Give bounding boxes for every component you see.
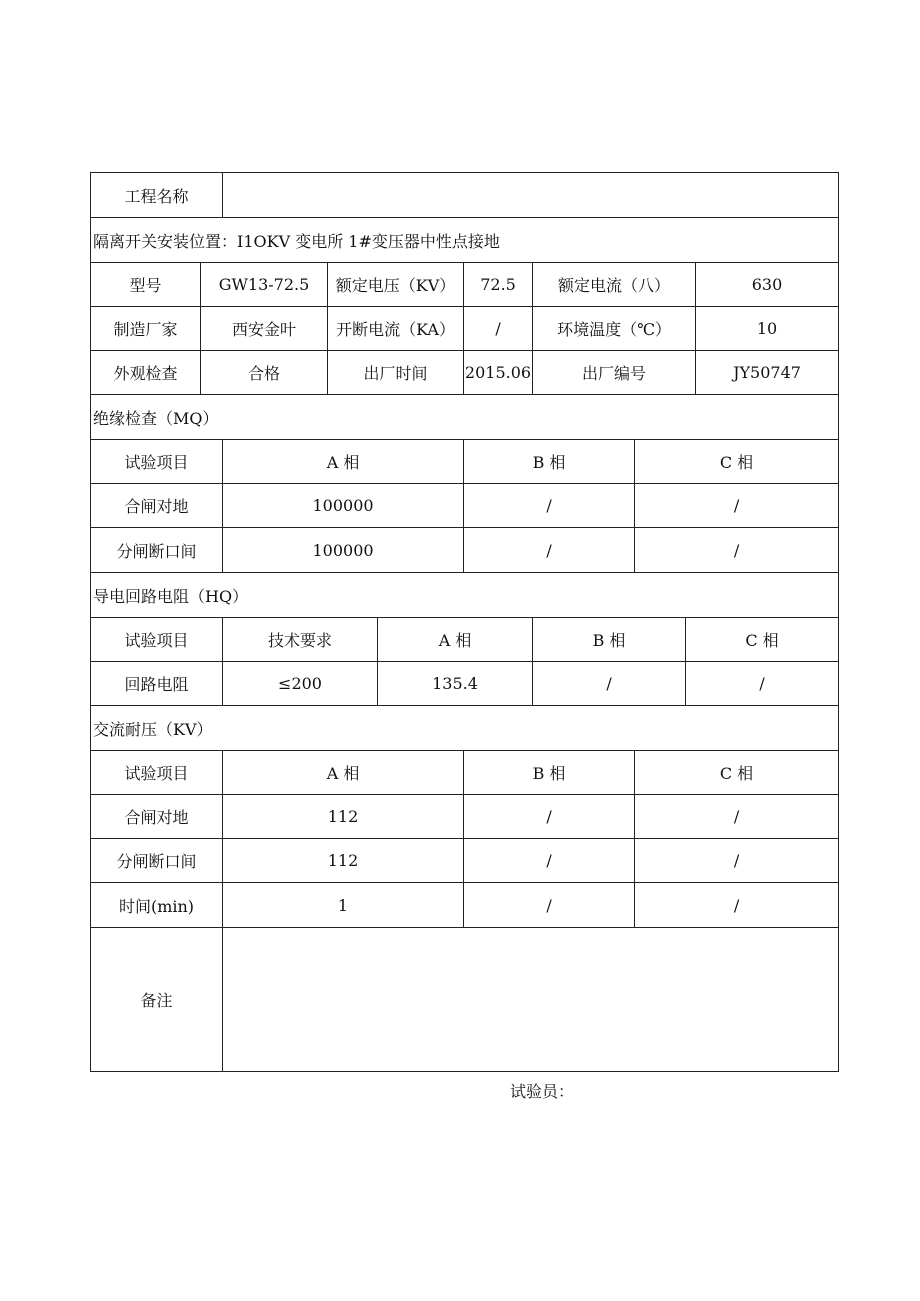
phase-c-value: / [686, 662, 839, 706]
phase-a-value: 100000 [223, 528, 464, 573]
table-header: 试验项目 [91, 751, 223, 795]
row-label: 合闸对地 [91, 484, 223, 528]
model-value: GW13-72.5 [201, 263, 328, 307]
phase-c-value: / [635, 839, 839, 883]
model-label: 型号 [91, 263, 201, 307]
ac-header-row [91, 751, 839, 795]
resistance-title-row [91, 573, 839, 618]
table-header: 试验项目 [91, 440, 223, 484]
phase-b-value: / [464, 528, 635, 573]
manufacturer-label: 制造厂家 [91, 307, 201, 351]
table-header: B 相 [464, 440, 635, 484]
appearance-value: 合格 [201, 351, 328, 395]
phase-b-value: / [464, 883, 635, 928]
table-row [91, 484, 839, 528]
location-row [91, 218, 839, 263]
table-header: C 相 [635, 751, 839, 795]
ac-title: 交流耐压（KV） [91, 706, 839, 751]
project-label: 工程名称 [91, 173, 223, 218]
table-header: A 相 [223, 440, 464, 484]
table-row [91, 662, 839, 706]
rated-current-value: 630 [696, 263, 839, 307]
factory-date-label: 出厂时间 [328, 351, 464, 395]
table-row [91, 839, 839, 883]
install-location: 隔离开关安装位置：I1OKV 变电所 1#变压器中性点接地 [91, 218, 839, 263]
isolating-switch-test-table [90, 172, 839, 1072]
project-row [91, 173, 839, 218]
table-row [91, 528, 839, 573]
table-header: A 相 [378, 618, 533, 662]
serial-number-label: 出厂编号 [533, 351, 696, 395]
insulation-header-row [91, 440, 839, 484]
table-header: 技术要求 [223, 618, 378, 662]
spec-row-appearance [91, 351, 839, 395]
remarks-label: 备注 [91, 928, 223, 1072]
phase-c-value: / [635, 795, 839, 839]
insulation-title: 绝缘检查（MQ） [91, 395, 839, 440]
remarks-value [223, 928, 839, 1072]
table-header: 试验项目 [91, 618, 223, 662]
spec-row-manufacturer [91, 307, 839, 351]
project-value [223, 173, 839, 218]
manufacturer-value: 西安金叶 [201, 307, 328, 351]
rated-voltage-label: 额定电压（KV） [328, 263, 464, 307]
appearance-label: 外观检查 [91, 351, 201, 395]
phase-c-value: / [635, 883, 839, 928]
table-header: A 相 [223, 751, 464, 795]
resistance-header-row [91, 618, 839, 662]
breaking-current-label: 开断电流（KA） [328, 307, 464, 351]
phase-a-value: 135.4 [378, 662, 533, 706]
phase-a-value: 112 [223, 839, 464, 883]
serial-number-value: JY50747 [696, 351, 839, 395]
rated-voltage-value: 72.5 [464, 263, 533, 307]
table-row [91, 883, 839, 928]
ambient-temp-label: 环境温度（℃） [533, 307, 696, 351]
ambient-temp-value: 10 [696, 307, 839, 351]
phase-a-value: 100000 [223, 484, 464, 528]
table-row [91, 795, 839, 839]
phase-a-value: 1 [223, 883, 464, 928]
remarks-row [91, 928, 839, 1072]
phase-b-value: / [464, 839, 635, 883]
test-report-sheet [90, 172, 838, 1072]
rated-current-label: 额定电流（八） [533, 263, 696, 307]
row-label: 回路电阻 [91, 662, 223, 706]
table-header: C 相 [686, 618, 839, 662]
row-label: 合闸对地 [91, 795, 223, 839]
phase-c-value: / [635, 528, 839, 573]
phase-a-value: 112 [223, 795, 464, 839]
row-label: 分闸断口间 [91, 528, 223, 573]
tester-signature: 试验员： [510, 1082, 575, 1101]
row-label: 时间(min) [91, 883, 223, 928]
phase-b-value: / [533, 662, 686, 706]
ac-title-row [91, 706, 839, 751]
phase-b-value: / [464, 484, 635, 528]
factory-date-value: 2015.06 [464, 351, 533, 395]
phase-c-value: / [635, 484, 839, 528]
breaking-current-value: / [464, 307, 533, 351]
phase-b-value: / [464, 795, 635, 839]
insulation-title-row [91, 395, 839, 440]
requirement-value: ≤200 [223, 662, 378, 706]
row-label: 分闸断口间 [91, 839, 223, 883]
table-header: B 相 [533, 618, 686, 662]
table-header: B 相 [464, 751, 635, 795]
spec-row-model [91, 263, 839, 307]
resistance-title: 导电回路电阻（HQ） [91, 573, 839, 618]
table-header: C 相 [635, 440, 839, 484]
